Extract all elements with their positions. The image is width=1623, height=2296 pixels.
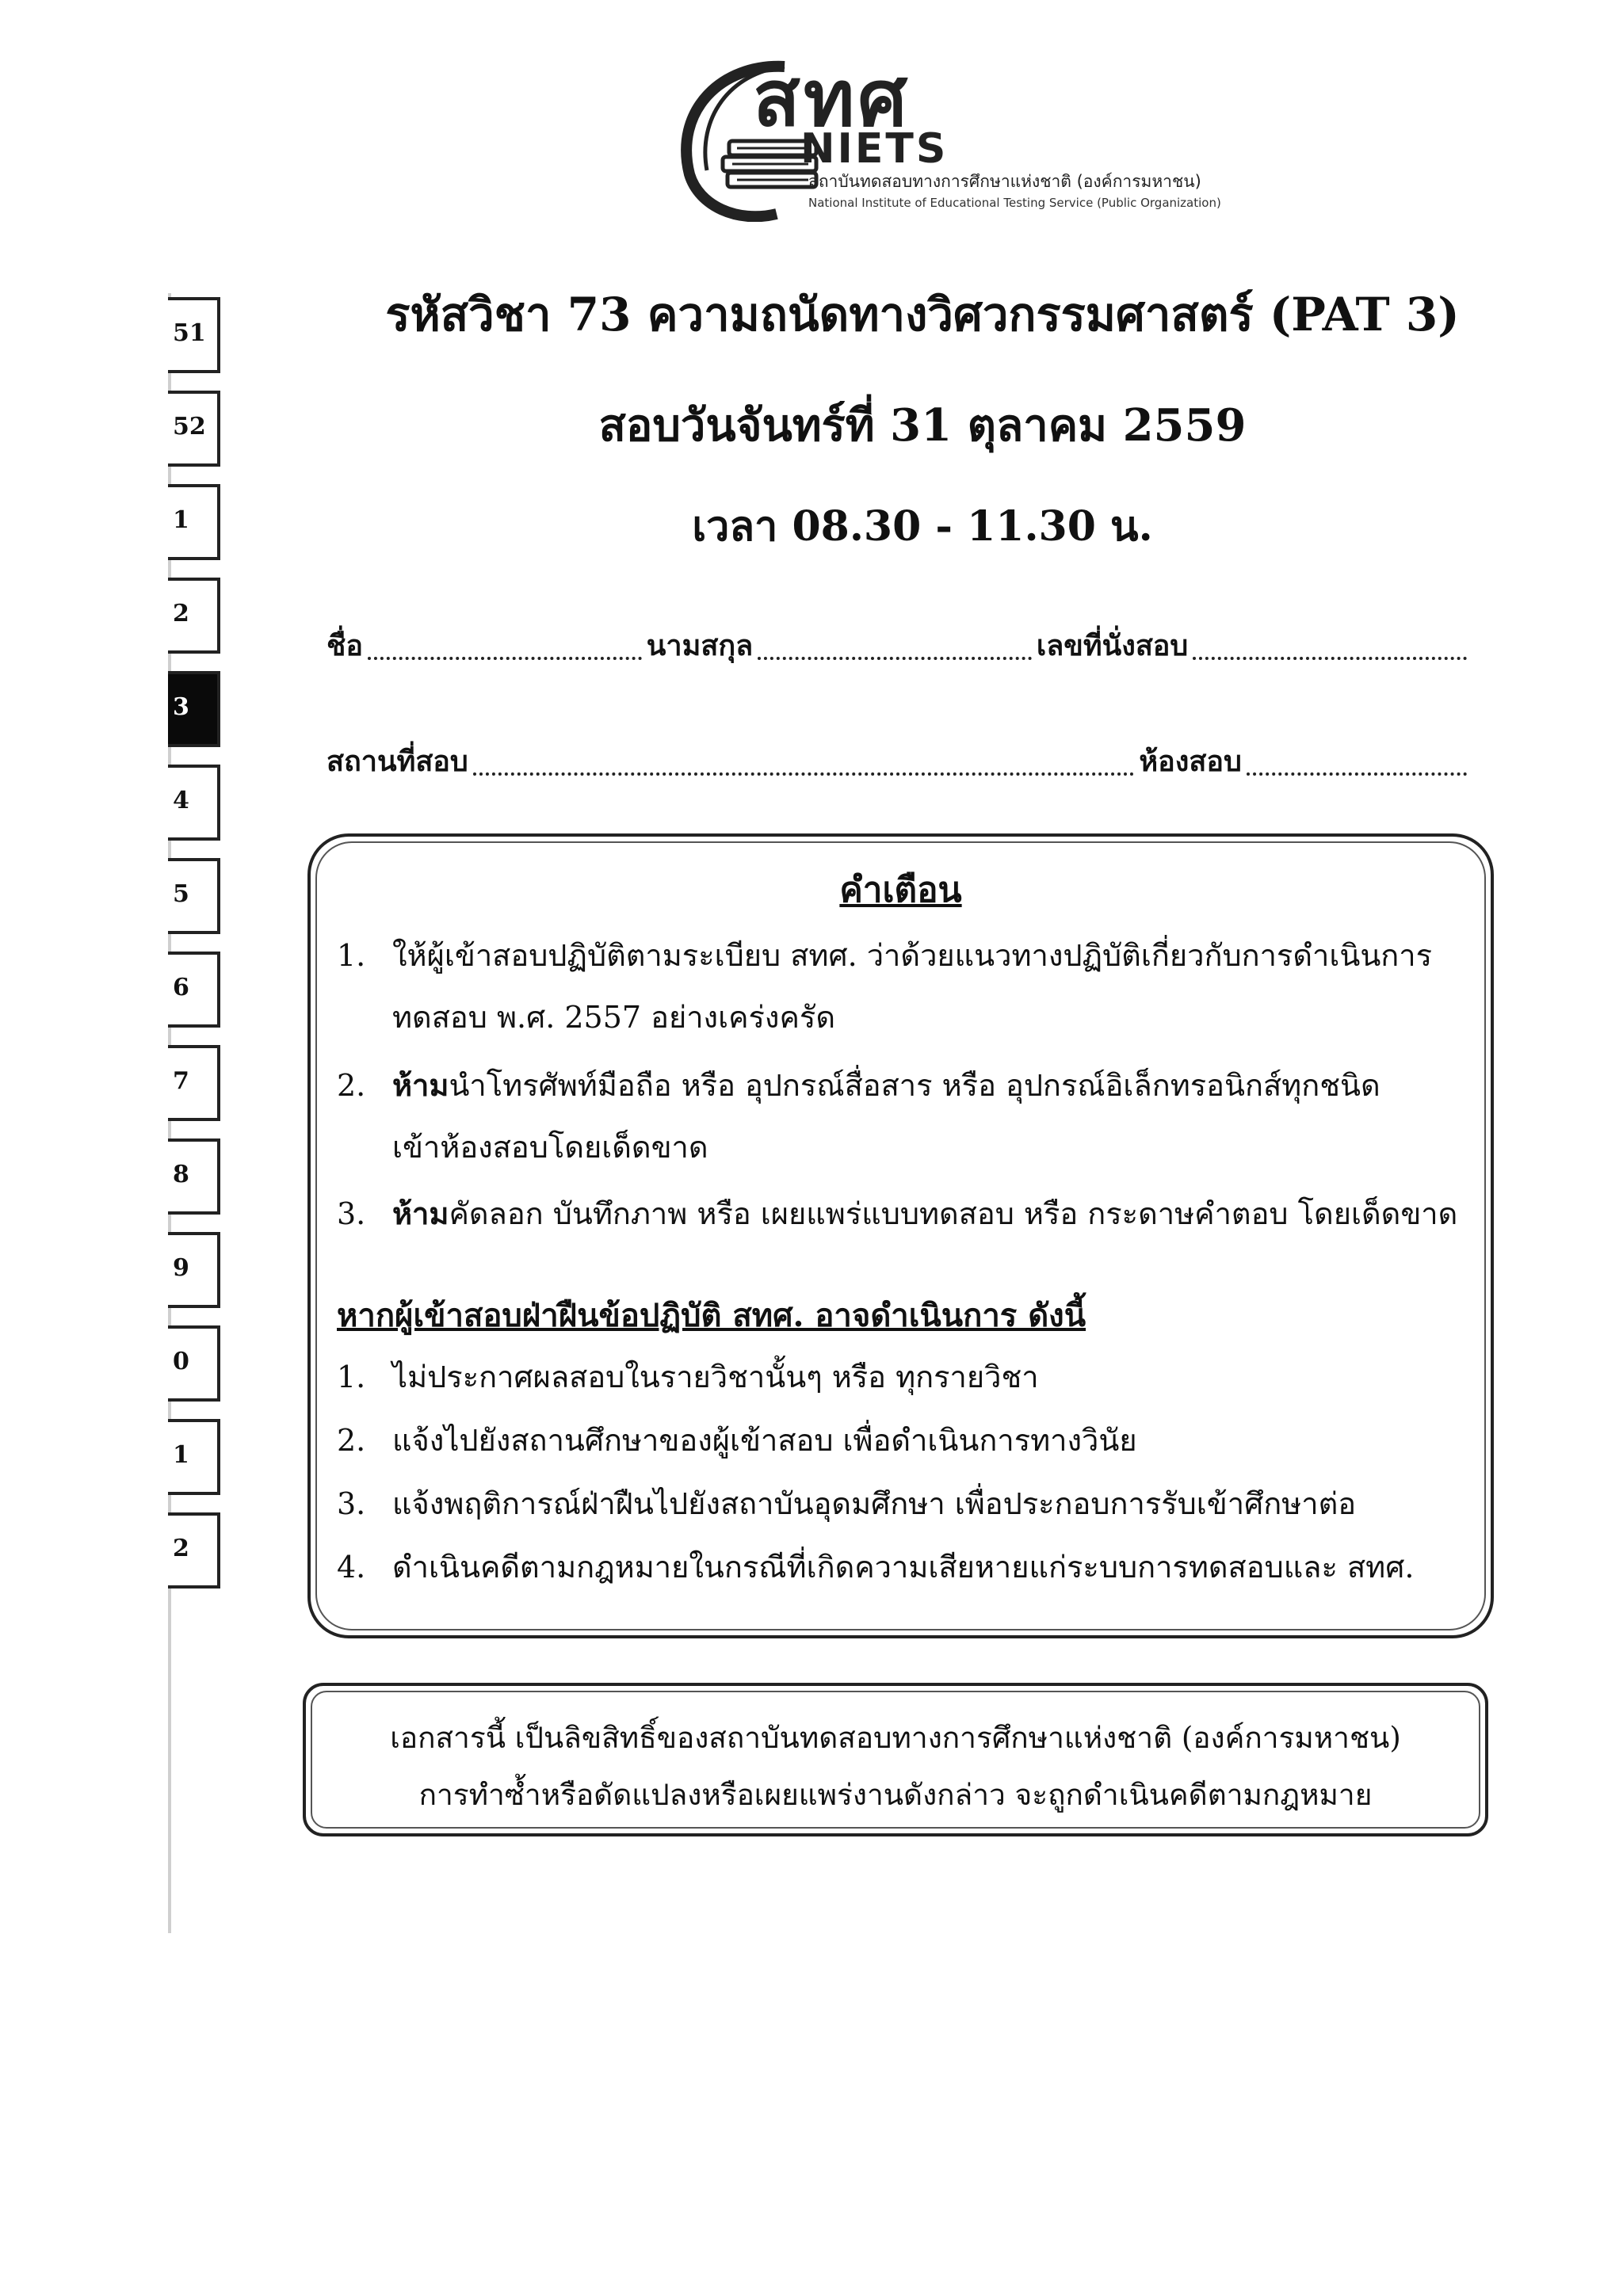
seat-number-label: เลขที่นั่งสอบ	[1036, 629, 1189, 662]
niets-logo	[666, 55, 1236, 222]
copyright-line-2: การทำซ้ำหรือดัดแปลงหรือเผยแพร่งานดังกล่าว จะถูกดำเนินคดีตามกฎหมาย	[418, 1778, 1373, 1812]
room-field[interactable]	[1247, 772, 1467, 776]
name-field[interactable]	[368, 656, 642, 660]
logo-subtitle-thai: สถาบันทดสอบทางการศึกษาแห่งชาติ (องค์การมหาชน)	[808, 172, 1201, 191]
surname-field[interactable]	[758, 656, 1032, 660]
index-tab-active: 3	[168, 671, 220, 747]
logo-thai-text: สทศ	[753, 54, 911, 144]
exam-date: สอบวันจันทร์ที่ 31 ตุลาคม 2559	[598, 399, 1247, 452]
name-label: ชื่อ	[327, 629, 364, 662]
index-tab: 5	[168, 858, 220, 934]
warning-title: คำเตือน	[839, 870, 962, 910]
logo-subtitle-english: National Institute of Educational Testing Service (Public Organization)	[808, 196, 1221, 210]
index-tab: 9	[168, 1232, 220, 1308]
index-tab: 1	[168, 1419, 220, 1495]
location-label: สถานที่สอบ	[327, 745, 468, 778]
index-tab: 51	[168, 297, 220, 373]
exam-location-row	[327, 738, 1472, 784]
candidate-info-row	[327, 623, 1472, 668]
index-tab: 8	[168, 1138, 220, 1215]
index-tab: 1	[168, 484, 220, 560]
index-tab: 4	[168, 765, 220, 841]
surname-label: นามสกุล	[646, 629, 754, 662]
logo-english-text: NIETS	[800, 125, 949, 173]
index-tab: 2	[168, 1512, 220, 1589]
location-field[interactable]	[473, 772, 1135, 776]
violation-title: หากผู้เข้าสอบฝ่าฝืนข้อปฏิบัติ สทศ. อาจดำเนินการ ดังนี้	[337, 1297, 1086, 1334]
index-tab: 7	[168, 1045, 220, 1121]
index-tab: 6	[168, 952, 220, 1028]
copyright-line-1: เอกสารนี้ เป็นลิขสิทธิ์ของสถาบันทดสอบทางการศึกษาแห่งชาติ (องค์การมหาชน)	[390, 1721, 1401, 1755]
seat-number-field[interactable]	[1193, 656, 1467, 660]
index-tab: 2	[168, 578, 220, 654]
index-tab: 52	[168, 391, 220, 467]
room-label: ห้องสอบ	[1139, 745, 1242, 778]
exam-title: รหัสวิชา 73 ความถนัดทางวิศวกรรมศาสตร์ (PAT 3)	[385, 288, 1460, 341]
exam-time: เวลา 08.30 - 11.30 น.	[692, 502, 1153, 551]
index-tab: 0	[168, 1325, 220, 1402]
